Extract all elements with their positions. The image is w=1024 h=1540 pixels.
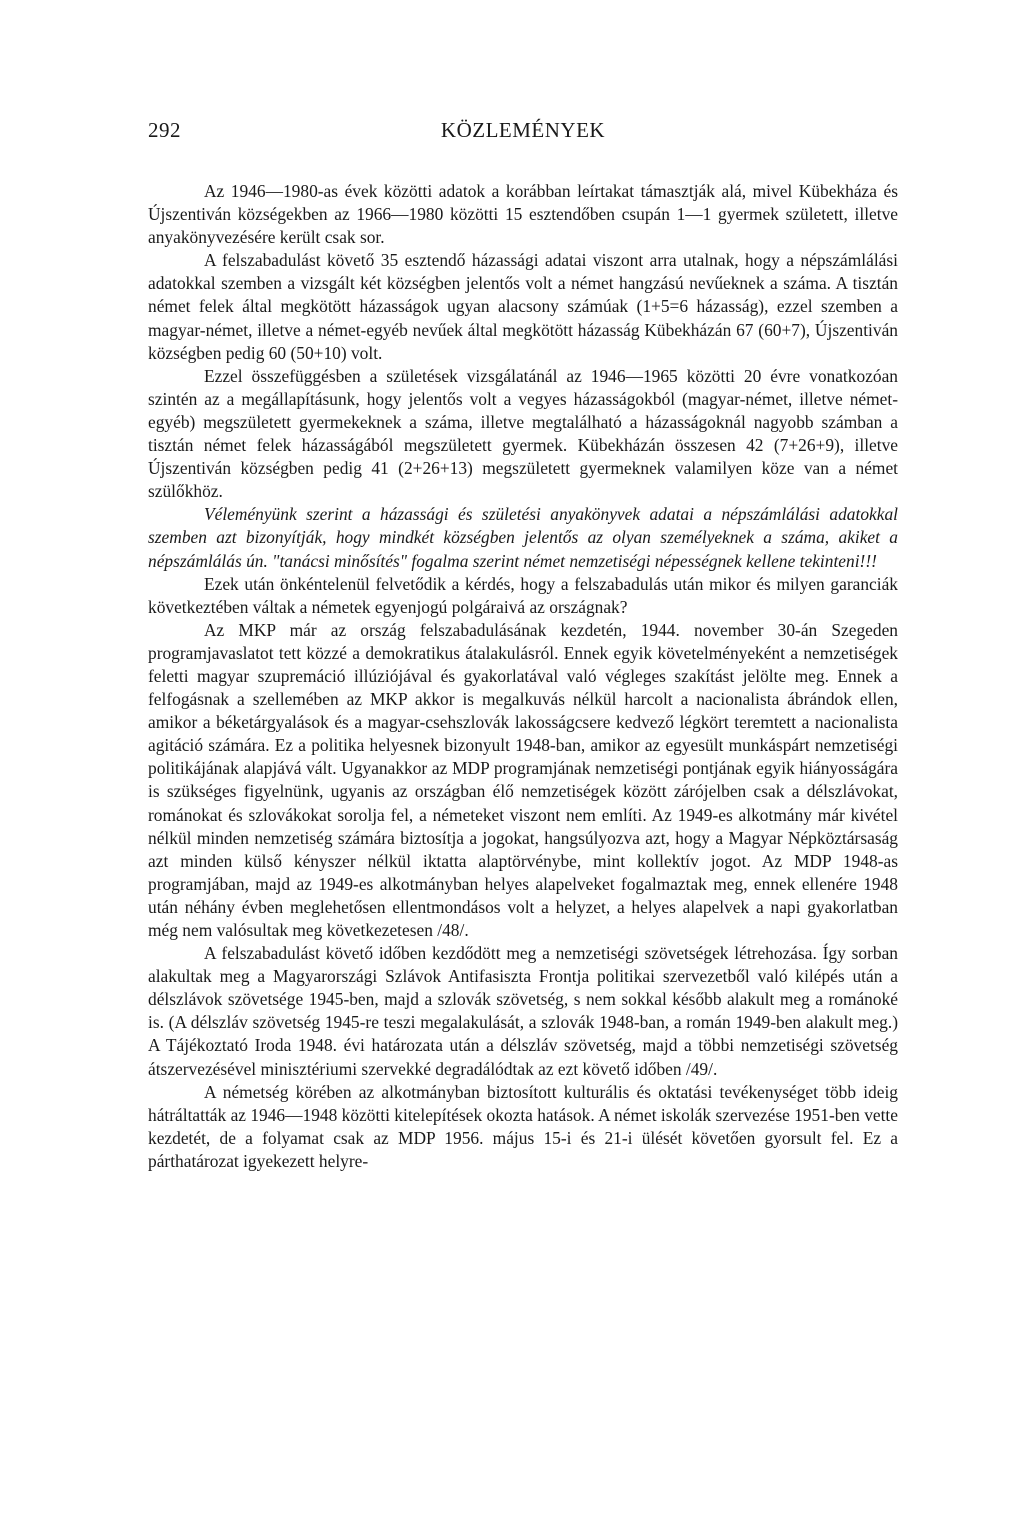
section-title: KÖZLEMÉNYEK xyxy=(440,118,606,142)
paragraph: Ezek után önkéntelenül felvetődik a kérdés, hogy a felszabadulás után mikor és milyen garanciák következtében váltak a németek egyenjogú polgáraivá az országnak? xyxy=(148,573,898,617)
running-head xyxy=(148,118,898,150)
paragraph: Az MKP már az ország felszabadulásának kezdetén, 1944. november 30-án Szegeden programjavaslatot tett közzé a demokratikus átalakulásról. Ennek egyik követelményeként a nemzetiségek feletti magyar szupremáció illúziójával és gyakorlatával való végleges szakítást jelölte meg. Ennek a felfogásnak a szellemében az MKP akkor is megalkuvás nélkül harcolt a nacionalista ábrándok ellen, amikor a béketárgyalások és a magyar-csehszlovák lakosságcsere kedvező légkört teremtett a nacionalista agitáció számára. Ez a politika helyesnek bizonyult 1948-ban, amikor az egyesült munkáspárt nemzetiségi politikájának alapjává vált. Ugyanakkor az MDP programjának nemzetiségi pontjának egyik hiányosságára is szükséges figyelnünk, ugyanis az országban élő nemzetiségek között zárójelben csak a délszlávokat, románokat és szlovákokat sorolja fel, a németeket viszont nem említi. Az 1949-es alkotmány már kivétel nélkül minden nemzetiség számára biztosítja a jogokat, hangsúlyozva azt, hogy a Magyar Népköztársaság azt minden külső kényszer nélkül iktatta alaptörvénybe, mint kollektív jogot. Az MDP 1948-as programjában, majd az 1949-es alkotmányban helyes alapelveket fogalmaztak meg, ennek ellenére 1948 után néhány évben meglehetősen ellentmondásos volt a helyzet, a helyes alapelvek a napi gyakorlatban még nem valósultak meg következetesen /48/. xyxy=(148,619,898,940)
document-page xyxy=(148,118,898,1173)
paragraph: Az 1946—1980-as évek közötti adatok a korábban leírtakat támasztják alá, mivel Kübekháza és Újszentiván községekben az 1966—1980 közötti 15 esztendőben csupán 1—1 gyermek született, illetve anyakönyvezésére került csak sor. xyxy=(148,181,898,248)
page-number: 292 xyxy=(148,118,181,142)
paragraph-emphasis: Véleményünk szerint a házassági és születési anyakönyvek adatai a népszámlálási adatokkal szemben azt bizonyítják, hogy mindkét községben jelentős az olyan személyeknek a száma, akiket a népszámlálás ún. "tanácsi minősítés" fogalma szerint német nemzetiségi népességnek kellene tekinteni!!! xyxy=(148,504,898,571)
paragraph: A felszabadulást követő időben kezdődött meg a nemzetiségi szövetségek létrehozása. Így sorban alakultak meg a Magyarországi Szlávok Antifasiszta Frontja politikai szervezetből való kilépés után a délszlávok szövetsége 1945-ben, majd a szlovák szövetség, s nem sokkal később alakult meg a románoké is. (A délszláv szövetség 1945-re teszi megalakulását, a szlovák 1948-ban, a román 1949-ben alakult meg.) A Tájékoztató Iroda 1948. évi határozata után a délszláv szövetség, majd a többi nemzetiségi szövetség átszervezésével minisztériumi szervekké degradálódtak az ezt követő időben /49/. xyxy=(148,943,898,1079)
body-text xyxy=(148,180,898,1173)
paragraph: A németség körében az alkotmányban biztosított kulturális és oktatási tevékenységet több ideig hátráltatták az 1946—1948 közötti kitelepítések okozta hatások. A német iskolák szervezése 1951-ben vette kezdetét, de a folyamat csak az MDP 1956. május 15-i és 21-i ülését követően gyorsult fel. Ez a párthatározat igyekezett helyre- xyxy=(148,1081,898,1171)
paragraph: Ezzel összefüggésben a születések vizsgálatánál az 1946—1965 közötti 20 évre vonatkozóan szintén az a megállapításunk, hogy jelentős volt a vegyes házasságokból (magyar-német, illetve német-egyéb) megszületett gyermekeknek a száma, illetve megtalálható a házasságoknál nagyobb számban a tisztán német felek házasságából megszületett gyermek. Kübekházán összesen 42 (7+26+9), illetve Újszentiván községben pedig 41 (2+26+13) megszületett gyermeknek valamilyen köze van a német szülőkhöz. xyxy=(148,365,898,502)
paragraph: A felszabadulást követő 35 esztendő házassági adatai viszont arra utalnak, hogy a népszámlálási adatokkal szemben a vizsgált két községben jelentős volt a német hangzású nevűeknek a száma. A tisztán német felek által megkötött házasságok ugyan alacsony számúak (1+5=6 házasság), ezzel szemben a magyar-német, illetve a német-egyéb nevűek által megkötött házasság Kübekházán 67 (60+7), Újszentiván községben pedig 60 (50+10) volt. xyxy=(148,250,898,363)
